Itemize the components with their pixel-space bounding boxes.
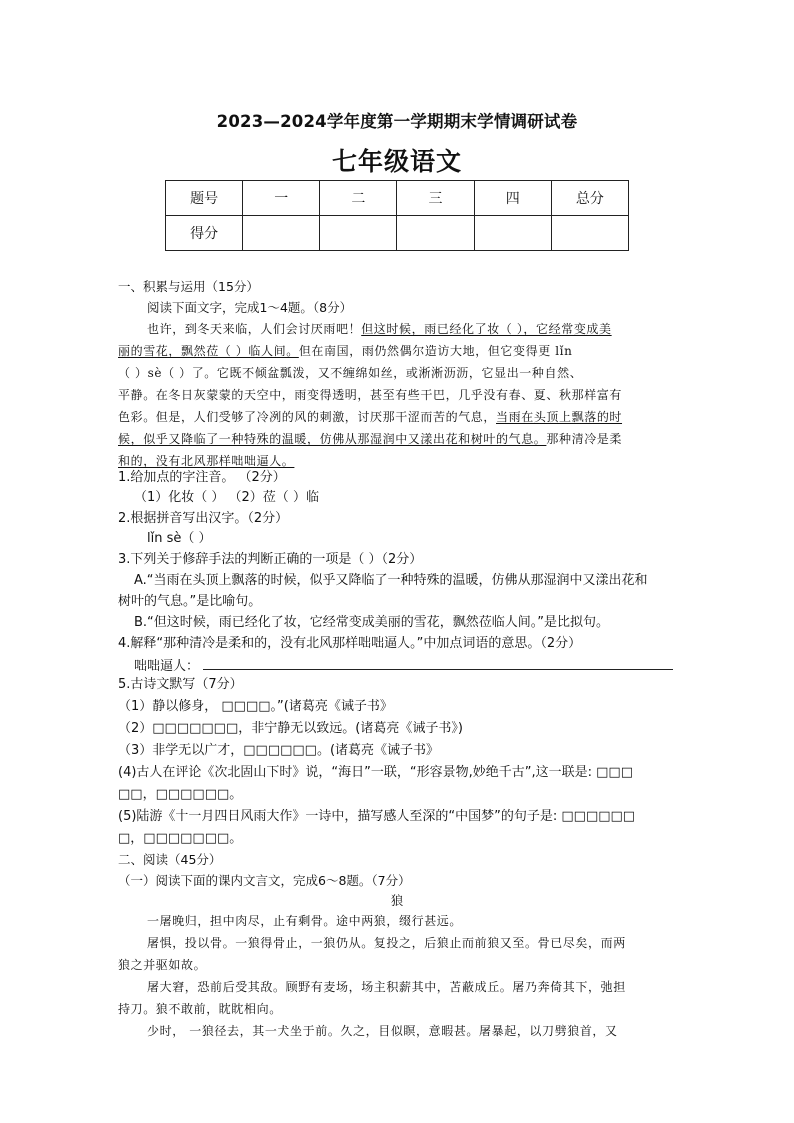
- passage-line: 平静。在冬日灰蒙蒙的天空中，雨变得透明，甚至有些干巴，几乎没有春、夏、秋那样富有: [118, 388, 623, 402]
- score-table: [165, 180, 629, 251]
- question-4: 4.解释“那种清冷是柔和的，没有北风那样咄咄逼人。”中加点词语的意思。（2分）: [118, 636, 582, 651]
- text-line: 少时， 一狼径去，其一犬坐于前。久之，目似瞑，意暇甚。屠暴起，以刀劈狼首，又: [147, 1024, 618, 1038]
- underlined-text: 丽的雪花，飘然莅（ ）临人间。: [118, 344, 299, 358]
- option-b[interactable]: B.“但这时候，雨已经化了妆，它经常变成美丽的雪花，飘然莅临人间。”是比拟句。: [134, 615, 610, 630]
- score-table-cell: 总分: [551, 181, 628, 216]
- answer-label: 咄咄逼人：: [134, 659, 200, 674]
- recite-item[interactable]: （2）□□□□□□□，非宁静无以致远。(诸葛亮《诫子书》): [118, 721, 463, 736]
- recite-item[interactable]: (5)陆游《十一月四日风雨大作》一诗中，描写感人至深的“中国梦”的句子是: □□□□□□: [118, 809, 636, 824]
- score-table-cell: 二: [320, 181, 397, 216]
- question-4-answer: [134, 655, 673, 676]
- section-heading: 二、阅读（45分）: [118, 852, 222, 867]
- passage-line: [147, 320, 612, 339]
- passage-text: 那种清冷是柔: [546, 432, 623, 446]
- passage-line: [118, 430, 622, 449]
- passage-text: 也许，到冬天来临，人们会讨厌雨吧！: [147, 322, 362, 336]
- question-1-items[interactable]: （1）化妆（ ） （2）莅（ ）临: [134, 490, 319, 505]
- score-table-cell: 一: [243, 181, 320, 216]
- score-entry-cell[interactable]: [474, 216, 551, 251]
- recite-item-cont[interactable]: □□，□□□□□□。: [118, 787, 243, 802]
- score-table-cell: 题号: [166, 181, 243, 216]
- passage-text: 色彩。但是，人们受够了冷冽的风的刺激，讨厌那干涩而苦的气息，: [118, 410, 497, 424]
- question-3: 3.下列关于修辞手法的判断正确的一项是（ ）（2分）: [118, 552, 423, 567]
- score-table-header-row: [166, 181, 629, 216]
- option-a-cont: 树叶的气息。”是比喻句。: [118, 594, 262, 609]
- text-line: 持刀。狼不敢前，眈眈相向。: [118, 1002, 282, 1016]
- score-entry-cell[interactable]: [551, 216, 628, 251]
- text-title: 狼: [390, 893, 404, 908]
- question-2: 2.根据拼音写出汉字。（2分）: [118, 511, 289, 526]
- text-line: 屠大窘，恐前后受其敌。顾野有麦场，场主积薪其中，苫蔽成丘。屠乃奔倚其下，弛担: [147, 980, 626, 994]
- question-2-items[interactable]: lǐn sè（ ）: [147, 531, 212, 546]
- recite-item[interactable]: （3）非学无以广才，□□□□□□。(诸葛亮《诫子书》: [118, 743, 440, 758]
- passage-line: [118, 342, 572, 361]
- section-heading: 一、积累与运用（15分）: [118, 279, 259, 294]
- score-entry-cell[interactable]: [320, 216, 397, 251]
- underlined-text: 但这时候，雨已经化了妆（ ），它经常变成美: [361, 322, 612, 336]
- underlined-text: 当雨在头顶上飘落的时: [496, 410, 623, 424]
- question-1: 1.给加点的字注音。 （2分）: [118, 470, 286, 485]
- passage-line: [118, 408, 622, 427]
- underlined-text: 和的，没有北风那样咄咄逼人。: [118, 454, 295, 468]
- recite-item[interactable]: （1）静以修身， □□□□。”(诸葛亮《诫子书》: [118, 699, 393, 714]
- question-5: 5.古诗文默写（7分）: [118, 677, 243, 692]
- score-entry-cell[interactable]: [397, 216, 474, 251]
- underlined-text: 候，似乎又降临了一种特殊的温暖，仿佛从那湿润中又漾出花和树叶的气息。: [118, 432, 547, 446]
- score-entry-cell[interactable]: [243, 216, 320, 251]
- text-line: 一屠晚归，担中肉尽，止有剩骨。途中两狼，缀行甚远。: [147, 914, 463, 928]
- score-table-score-row: [166, 216, 629, 251]
- score-table-cell: 得分: [166, 216, 243, 251]
- recite-item[interactable]: (4)古人在评论《次北固山下时》说，“海日”一联，“形容景物,妙绝千古”,这一联是: □□□: [118, 765, 633, 780]
- passage-line: （ ）sè（ ）了。它既不倾盆瓢泼，又不缠绵如丝，或淅淅沥沥，它显出一种自然、: [118, 366, 583, 380]
- answer-line[interactable]: [203, 655, 673, 670]
- score-table-cell: 三: [397, 181, 474, 216]
- instruction: 阅读下面文字，完成1～4题。（8分）: [147, 300, 353, 315]
- passage-text: 但在南国，雨仍然偶尔造访大地，但它变得更 lǐn: [298, 344, 573, 358]
- text-line: 屠惧，投以骨。一狼得骨止，一狼仍从。复投之，后狼止而前狼又至。骨已尽矣，而两: [147, 936, 626, 950]
- exam-title: 2023—2024学年度第一学期期末学情调研试卷: [216, 112, 578, 131]
- score-table-cell: 四: [474, 181, 551, 216]
- option-a[interactable]: A.“当雨在头顶上飘落的时候，似乎又降临了一种特殊的温暖，仿佛从那湿润中又漾出花和: [134, 573, 648, 588]
- recite-item-cont[interactable]: □，□□□□□□□。: [118, 831, 243, 846]
- exam-subtitle: 七年级语文: [331, 147, 462, 176]
- subsection-heading: （一）阅读下面的课内文言文，完成6～8题。（7分）: [118, 873, 411, 888]
- text-line: 狼之并驱如故。: [118, 958, 207, 972]
